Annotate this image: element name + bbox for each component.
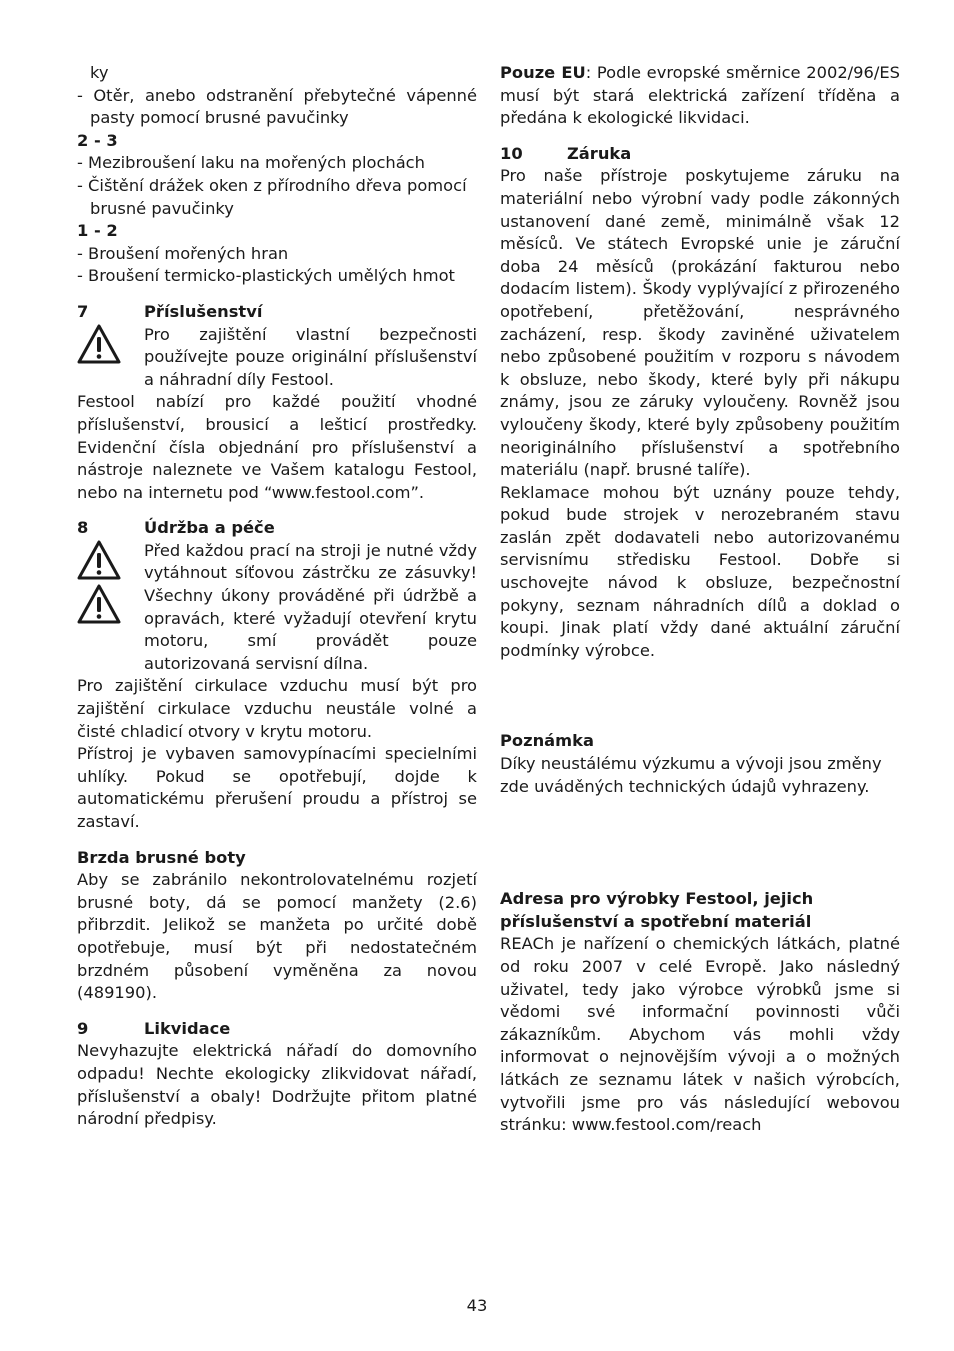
section-title: Likvidace xyxy=(144,1018,231,1038)
eu-text: : Podle evropské směrnice 2002/96/ES musí být stará elektrická zařízení tříděna a předána k ekologické likvidaci. xyxy=(500,63,900,128)
address-body: REACh je nařízení o chemických látkách, platné od roku 2007 v celé Evropě. Jako následný uživatel, tedy jako výrobce výrobků jsme si vědomi své informační povinnosti vůči zákazníkům. Abychom vás mohli vždy informovat o nejnovějším vývoji a o možných látkách ze seznamu látek v našich výrobcích, vytvořili jsme pro vás následující webovou stránku: www.festool.com/reach xyxy=(500,934,900,1135)
text-ky: ky xyxy=(90,63,109,82)
warning-icon xyxy=(77,584,121,624)
section-7-heading xyxy=(77,301,477,324)
list-item-mezibrouseni: - Mezibroušení laku na mořených plochách xyxy=(77,153,425,173)
section-number: 10 xyxy=(500,143,523,163)
section-9-heading xyxy=(77,1018,477,1041)
section-title: Příslušenství xyxy=(144,301,263,321)
list-item-cisteni: - Čištění drážek oken z přírodního dřeva pomocí brusné pavučinky xyxy=(77,175,467,218)
warning-block-7 xyxy=(77,324,477,392)
right-column xyxy=(500,62,900,1137)
list-item-hmot: - Broušení termicko-plastických umělých hmot xyxy=(77,266,455,286)
section-8-heading xyxy=(77,517,477,540)
brake-body: Aby se zabránilo nekontrolovatelnému rozjetí brusné boty, dá se pomocí manžety (2.6) přibrzdit. Jelikož se manžeta po určité době opotřebuje, musí být při nedostatečném brzdném působení vyměněna za novou (489190). xyxy=(77,870,477,1003)
section-8-paragraph-2: Přístroj je vybaven samovypínacími specielními uhlíky. Pokud se opotřebují, dojde k automatickému přerušení proudu a přístroj se zastaví. xyxy=(77,744,477,831)
warning-text: Pro zajištění vlastní bezpečnosti používejte pouze originální příslušenství a náhradní díly Festool. xyxy=(144,324,477,389)
section-7-body: Festool nabízí pro každé použití vhodné příslušenství, brousicí a lešticí prostředky. Evidenční čísla objednání pro příslušenství a nástroje naleznete ve Vašem katalogu Festool, nebo na internetu pod “www.festool.com”. xyxy=(77,392,477,502)
note-heading: Poznámka xyxy=(500,731,594,751)
grit-heading-2-3: 2 - 3 xyxy=(77,130,118,150)
section-number: 9 xyxy=(77,1018,89,1038)
section-10-heading xyxy=(500,143,900,166)
page-number: 43 xyxy=(466,1296,488,1315)
section-10-paragraph-2: Reklamace mohou být uznány pouze tehdy, pokud bude strojek v nerozebraném stavu zaslán zpět dodavateli nebo autorizovanému servisnímu středisku Festool. Dobře si uschovejte návod k obsluze, bezpečnostní pokyny, seznam náhradních dílů a doklad o koupi. Jinak platí vždy dané aktuální záruční podmínky výrobce. xyxy=(500,482,900,660)
grit-heading-1-2: 1 - 2 xyxy=(77,221,118,241)
eu-label: Pouze EU xyxy=(500,63,586,82)
list-item-oter: - Otěr, anebo odstranění přebytečné vápenné pasty pomocí brusné pavučinky xyxy=(77,85,477,128)
brake-heading: Brzda brusné boty xyxy=(77,847,246,867)
warning-icon xyxy=(77,324,121,364)
note-body: Díky neustálému výzkumu a vývoji jsou změny zde uváděných technických údajů vyhrazeny. xyxy=(500,754,882,796)
address-heading: Adresa pro výrobky Festool, jejich příslušenství a spotřební materiál xyxy=(500,889,814,931)
warning-block-8 xyxy=(77,540,477,676)
section-number: 7 xyxy=(77,301,89,321)
section-title: Záruka xyxy=(567,143,632,163)
section-title: Údržba a péče xyxy=(144,518,275,538)
warning-icon xyxy=(77,540,121,580)
section-number: 8 xyxy=(77,518,89,538)
left-column xyxy=(77,62,477,1131)
section-8-paragraph-1: Pro zajištění cirkulace vzduchu musí být pro zajištění cirkulace vzduchu neustále volné a čisté chladicí otvory v krytu motoru. xyxy=(77,676,477,741)
list-item-hran: - Broušení mořených hran xyxy=(77,243,289,263)
section-9-body: Nevyhazujte elektrická nářadí do domovního odpadu! Nechte ekologicky zlikvidovat nářadí, příslušenství a obaly! Dodržujte přitom platné národní předpisy. xyxy=(77,1041,477,1129)
warning-text: Před každou prací na stroji je nutné vždy vytáhnout síťovou zástrčku ze zásuvky! Všechny úkony prováděné při údržbě a opravách, které vyžadují otevření krytu motoru, smí provádět pouze autorizovaná servisní dílna. xyxy=(144,540,477,673)
eu-notice xyxy=(500,62,900,130)
section-10-paragraph-1: Pro naše přístroje poskytujeme záruku na materiální nebo výrobní vady podle zákonných ustanovení dané země, minimálně však 12 měsíců. Ve státech Evropské unie je záruční doba 24 měsíců (prokázání fakturou nebo dodacím listem). Škody vyplývající z přirozeného opotřebení, přetěžování, nesprávného zacházení, resp. škody zaviněné uživatelem nebo způsobené použitím v rozporu s návodem k obsluze, nebo škody, které byly při nákupu známy, jsou ze záruky vyloučeny. Rovněž jsou vyloučeny škody, které byly způsobeny použitím neoriginálního příslušenství a spotřebního materiálu (např. brusné talíře). xyxy=(500,166,900,480)
